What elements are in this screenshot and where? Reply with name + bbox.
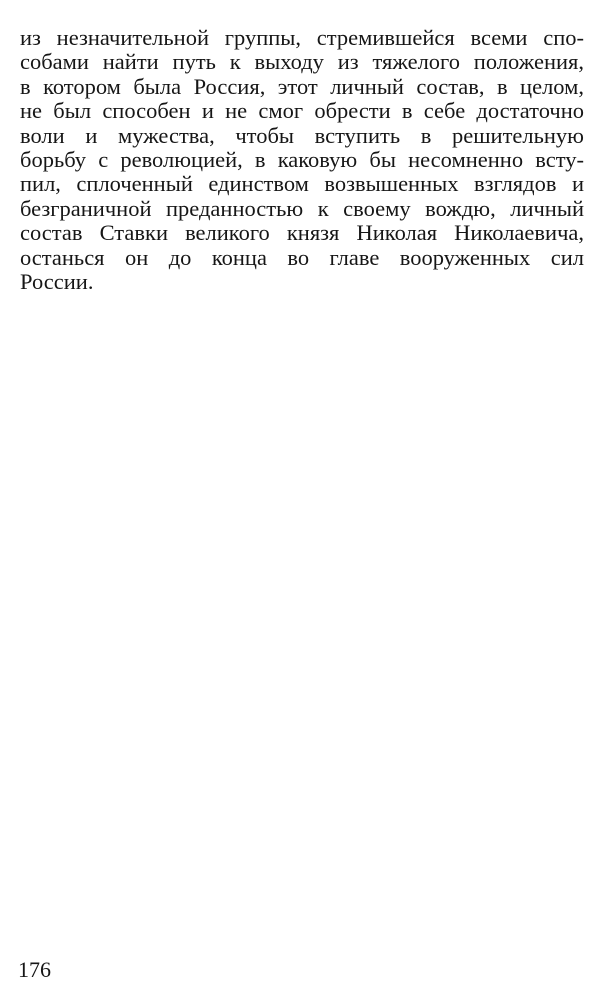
text-line-8: безграничной преданностью к своему вождю, личный bbox=[20, 195, 584, 221]
text-line-6: борьбу с революцией, в каковую бы несомненно всту- bbox=[20, 146, 584, 172]
body-text bbox=[20, 26, 584, 294]
text-line-10: останься он до конца во главе вооруженных сил bbox=[20, 244, 584, 270]
text-line-5: воли и мужества, чтобы вступить в решительную bbox=[20, 122, 584, 148]
page-number: 176 bbox=[18, 957, 51, 982]
text-line-4: не был способен и не смог обрести в себе достаточно bbox=[20, 98, 584, 124]
text-line-2: собами найти путь к выходу из тяжелого положения, bbox=[20, 49, 584, 75]
text-line-11: России. bbox=[20, 268, 94, 294]
text-line-3: в котором была Россия, этот личный состав, в целом, bbox=[20, 73, 584, 99]
text-line-9: состав Ставки великого князя Николая Николаевича, bbox=[20, 220, 584, 246]
text-line-7: пил, сплоченный единством возвышенных взглядов и bbox=[20, 171, 584, 197]
text-line-1: из незначительной группы, стремившейся всеми спо- bbox=[20, 25, 584, 50]
